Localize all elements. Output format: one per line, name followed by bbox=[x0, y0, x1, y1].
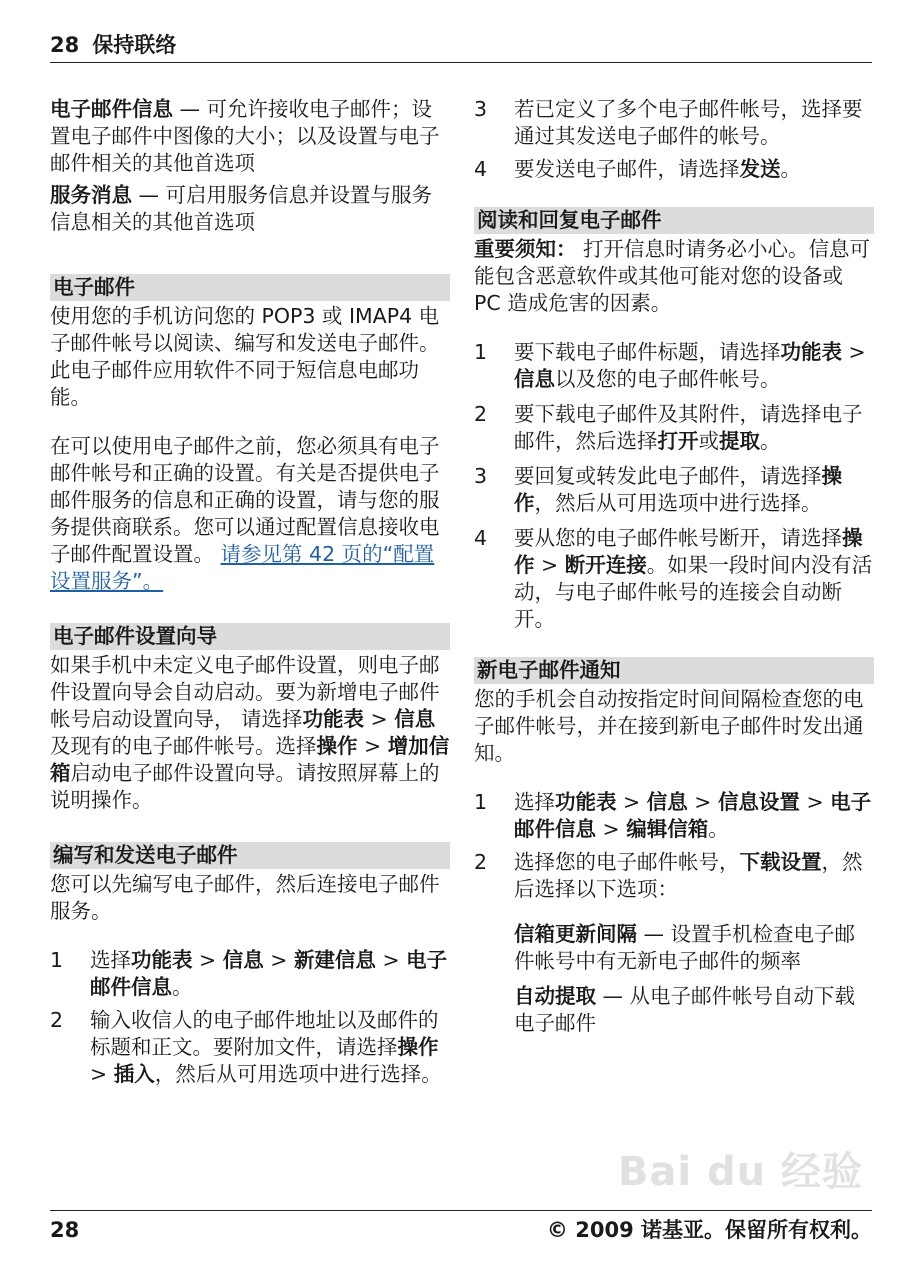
list-item: 1 选择功能表 > 信息 > 信息设置 > 电子邮件信息 > 编辑信箱。 bbox=[474, 790, 872, 841]
footer-copyright: © 2009 诺基亚。保留所有权利。 bbox=[546, 1218, 872, 1242]
section-heading-email: 电子邮件 bbox=[50, 274, 450, 301]
intro-service-messages: 服务消息 — 可启用服务信息并设置与服务信息相关的其他首选项 bbox=[50, 183, 433, 234]
list-item: 4 要从您的电子邮件帐号断开，请选择操作 > 断开连接。如果一段时间内没有活动，与电子邮件帐号的连接会自动断开。 bbox=[474, 526, 873, 631]
notify-paragraph: 您的手机会自动按指定时间间隔检查您的电子邮件帐号，并在接到新电子邮件时发出通知。 bbox=[474, 687, 864, 765]
email-paragraph-2: 在可以使用电子邮件之前，您必须具有电子邮件帐号和正确的设置。有关是否提供电子邮件服务的信息和正确的设置，请与您的服务提供商联系。您可以通过配置信息接收电子邮件配置设置。 请参见第 42 页的“配置设置服务”。 bbox=[50, 434, 440, 593]
page-footer bbox=[50, 1210, 872, 1245]
list-item: 4 要发送电子邮件，请选择发送。 bbox=[474, 157, 801, 181]
section-heading-compose: 编写和发送电子邮件 bbox=[50, 842, 450, 869]
list-item: 2 输入收信人的电子邮件地址以及邮件的标题和正文。要附加文件，请选择操作 > 插入，然后从可用选项中进行选择。 bbox=[50, 1008, 442, 1086]
list-item: 3 若已定义了多个电子邮件帐号，选择要通过其发送电子邮件的帐号。 bbox=[474, 97, 863, 148]
list-item: 2 要下载电子邮件及其附件，请选择电子邮件，然后选择打开或提取。 bbox=[474, 402, 863, 453]
header-page-number: 28 bbox=[50, 33, 80, 57]
list-item: 1 选择功能表 > 信息 > 新建信息 > 电子邮件信息。 bbox=[50, 948, 448, 999]
list-item: 3 要回复或转发此电子邮件，请选择操作，然后从可用选项中进行选择。 bbox=[474, 464, 842, 515]
option-auto-retrieve: 自动提取 — 从电子邮件帐号自动下载电子邮件 bbox=[514, 984, 856, 1035]
option-mailbox-interval: 信箱更新间隔 — 设置手机检查电子邮件帐号中有无新电子邮件的频率 bbox=[514, 922, 856, 973]
footer-page-number: 28 bbox=[50, 1218, 80, 1242]
intro-email-info: 电子邮件信息 — 可允许接收电子邮件；设置电子邮件中图像的大小；以及设置与电子邮件相关的其他首选项 bbox=[50, 97, 440, 175]
email-paragraph-1: 使用您的手机访问您的 POP3 或 IMAP4 电子邮件帐号以阅读、编写和发送电子邮件。此电子邮件应用软件不同于短信息电邮功能。 bbox=[50, 304, 440, 409]
wizard-paragraph: 如果手机中未定义电子邮件设置，则电子邮件设置向导会自动启动。要为新增电子邮件帐号启动设置向导， 请选择功能表 > 信息及现有的电子邮件帐号。选择操作 > 增加信箱启动电子邮件设置向导。请按照屏幕上的说明操作。 bbox=[50, 653, 450, 812]
list-item: 2 选择您的电子邮件帐号，下载设置，然后选择以下选项： bbox=[474, 850, 863, 901]
section-heading-notify: 新电子邮件通知 bbox=[474, 657, 874, 684]
left-column bbox=[50, 96, 450, 1088]
important-notice: 重要须知： 打开信息时请务必小心。信息可能包含恶意软件或其他可能对您的设备或 PC 造成危害的因素。 bbox=[474, 237, 871, 315]
section-heading-read: 阅读和回复电子邮件 bbox=[474, 207, 874, 234]
watermark-logo: Bai du 经验 bbox=[617, 1149, 863, 1195]
right-column bbox=[474, 96, 874, 1037]
list-item: 1 要下载电子邮件标题，请选择功能表 > 信息以及您的电子邮件帐号。 bbox=[474, 340, 866, 391]
config-settings-link[interactable]: 请参见第 42 页的“配置设置服务”。 bbox=[50, 542, 435, 593]
header-title: 保持联络 bbox=[92, 33, 177, 57]
page-header bbox=[50, 30, 872, 63]
compose-paragraph: 您可以先编写电子邮件，然后连接电子邮件服务。 bbox=[50, 872, 440, 923]
section-heading-wizard: 电子邮件设置向导 bbox=[50, 623, 450, 650]
